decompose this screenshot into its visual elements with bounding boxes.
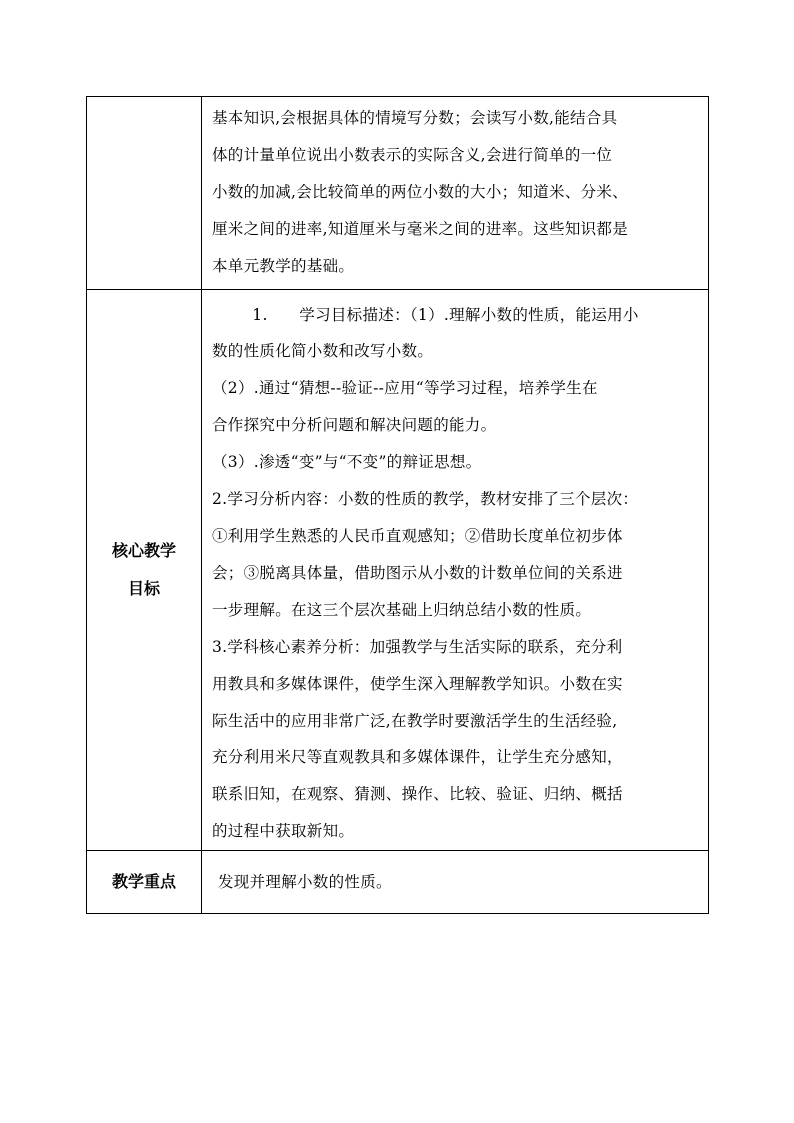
- core-goals-content-cell: [202, 289, 709, 851]
- basics-label-cell: [87, 97, 202, 290]
- table-row-key-points: [87, 851, 709, 914]
- key-points-label: 教学重点: [111, 872, 176, 892]
- core-goals-label-cell: [87, 289, 202, 851]
- basics-line: 体的计量单位说出小数表示的实际含义,会进行简单的一位: [212, 145, 613, 164]
- key-points-label-cell: [87, 851, 202, 914]
- goal-line: 3.学科核心素养分析：加强教学与生活实际的联系，充分利: [212, 637, 623, 656]
- goal-line: 1. 学习目标描述：（1）.理解小数的性质，能运用小: [252, 305, 639, 324]
- goal-line: 的过程中获取新知。: [212, 822, 355, 841]
- basics-line: 厘米之间的进率,知道厘米与毫米之间的进率。这些知识都是: [212, 219, 629, 238]
- key-points-text: 发现并理解小数的性质。: [218, 872, 392, 891]
- key-points-content-cell: [202, 851, 709, 914]
- lesson-plan-table: [86, 96, 709, 914]
- goal-line: 2.学习分析内容：小数的性质的教学，教材安排了三个层次：: [212, 490, 639, 509]
- goal-line: 际生活中的应用非常广泛,在教学时要激活学生的生活经验,: [212, 711, 618, 730]
- goal-line: 联系旧知，在观察、猜测、操作、比较、验证、归纳、概括: [212, 785, 623, 804]
- goal-line: 数的性质化简小数和改写小数。: [212, 342, 434, 361]
- goal-line: 一步理解。在这三个层次基础上归纳总结小数的性质。: [212, 600, 592, 619]
- goal-line: （2）.通过“猜想--验证--应用“等学习过程，培养学生在: [212, 379, 598, 398]
- goal-line: ①利用学生熟悉的人民币直观感知；②借助长度单位初步体: [212, 526, 623, 545]
- goal-line: 用教具和多媒体课件，使学生深入理解教学知识。小数在实: [212, 674, 623, 693]
- table-row-basics: [87, 97, 709, 290]
- basics-line: 小数的加减,会比较简单的两位小数的大小；知道米、分米、: [212, 182, 629, 201]
- basics-line: 基本知识,会根据具体的情境写分数；会读写小数,能结合具: [212, 109, 618, 127]
- basics-line: 本单元教学的基础。: [212, 256, 355, 275]
- goal-line: 合作探究中分析问题和解决问题的能力。: [212, 416, 497, 435]
- core-goals-label-line2: 目标: [127, 578, 160, 598]
- table-row-core-goals: [87, 289, 709, 851]
- goal-line: （3）.渗透“变”与“不变”的辩证思想。: [212, 453, 482, 472]
- core-goals-label-line1: 核心教学: [111, 540, 176, 560]
- basics-content-cell: [202, 97, 709, 290]
- goal-line: 充分利用米尺等直观教具和多媒体课件，让学生充分感知，: [212, 748, 623, 767]
- goal-line: 会；③脱离具体量，借助图示从小数的计数单位间的关系进: [212, 563, 623, 582]
